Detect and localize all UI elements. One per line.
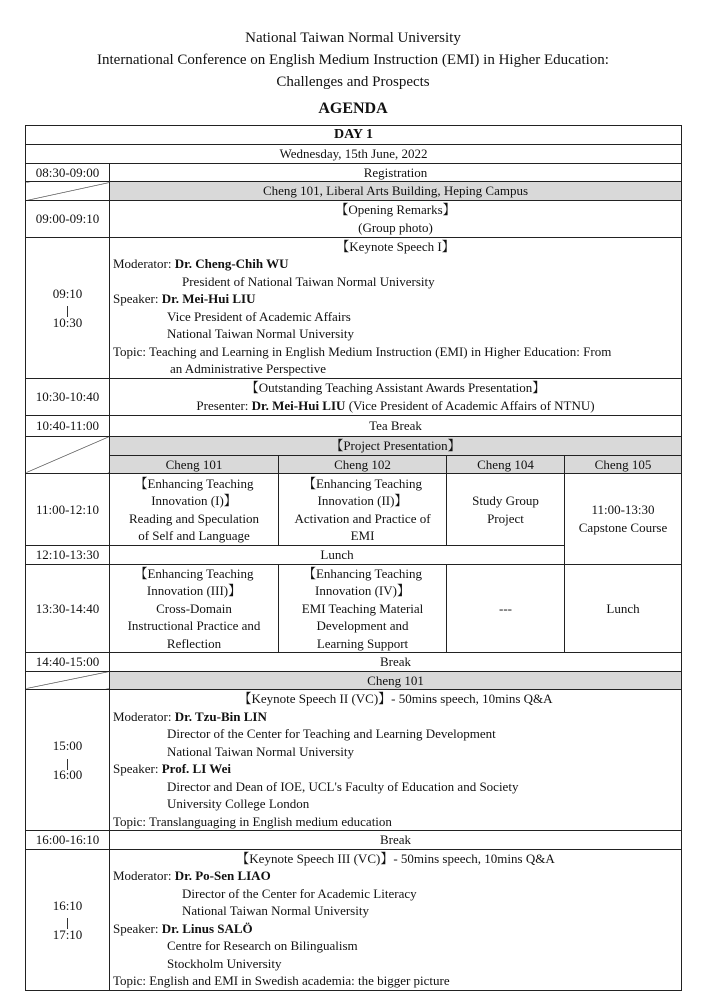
- session1-time: 11:00-12:10: [26, 474, 110, 546]
- speaker-role: Vice President of Academic Affairs: [167, 308, 351, 324]
- presenter-name: Dr. Mei-Hui LIU: [251, 397, 346, 413]
- awards-presenter: Presenter: Dr. Mei-Hui LIU (Vice President of Academic Affairs of NTNU): [196, 397, 595, 413]
- keynote3-details: 【Keynote Speech III (VC)】- 50mins speech, 10mins Q&A Moderator: Dr. Po-Sen LIAO Director of the Center for Academic Literacy National Taiwan Normal University Speaker: Dr. Linus SALÖ Centre for Research on Bilingualism Stockholm University Topic: English and EMI in Swedish academia: the bigger picture: [110, 849, 682, 990]
- time-separator: [29, 754, 106, 766]
- session2-cheng104: ---: [447, 564, 565, 653]
- room-cheng-101: Cheng 101: [110, 455, 279, 474]
- project-title: 【Project Presentation】: [110, 436, 682, 455]
- university-name: National Taiwan Normal University: [245, 30, 461, 46]
- tea-break-time: 10:40-11:00: [26, 415, 110, 436]
- awards-title: 【Outstanding Teaching Assistant Awards Presentation】: [245, 380, 546, 395]
- room-cheng-102: Cheng 102: [279, 455, 447, 474]
- break2-label: Break: [110, 831, 682, 850]
- keynote3-time: 16:10 17:10: [26, 849, 110, 990]
- time-separator: [29, 914, 106, 926]
- time-end: 10:30: [52, 314, 83, 330]
- project-title-row: [26, 436, 682, 455]
- room-cheng-104: Cheng 104: [447, 455, 565, 474]
- opening-note: (Group photo): [358, 219, 433, 235]
- tea-break-label: Tea Break: [110, 415, 682, 436]
- session2-time: 13:30-14:40: [26, 564, 110, 653]
- date-row: [26, 145, 682, 164]
- agenda-table: [25, 125, 682, 991]
- awards-cell: [110, 378, 682, 415]
- moderator-role: President of National Taiwan Normal University: [182, 273, 435, 289]
- time-separator: [29, 302, 106, 314]
- rooms-row: [26, 455, 682, 474]
- break1-time: 14:40-15:00: [26, 653, 110, 672]
- moderator-name: Dr. Po-Sen LIAO: [174, 868, 271, 883]
- break2-row: [26, 831, 682, 850]
- conference-title-line1: International Conference on English Medium Instruction (EMI) in Higher Education:: [97, 52, 609, 68]
- conference-title-line2: Challenges and Prospects: [276, 74, 430, 90]
- keynote3-title: 【Keynote Speech III (VC)】- 50mins speech, 10mins Q&A: [236, 850, 555, 866]
- keynote2-row: [26, 690, 682, 831]
- opening-time: 09:00-09:10: [26, 200, 110, 237]
- opening-title: 【Opening Remarks】: [335, 202, 456, 217]
- moderator-name: Dr. Cheng-Chih WU: [174, 256, 289, 271]
- venue-row-1: [26, 182, 682, 201]
- speaker-name: Dr. Linus SALÖ: [161, 920, 253, 936]
- session2-cheng105: Lunch: [565, 564, 682, 653]
- moderator-name: Dr. Tzu-Bin LIN: [174, 708, 267, 724]
- day-title-row: [26, 126, 682, 145]
- keynote1-details: [110, 237, 682, 378]
- capstone-course-cell: 11:00-13:30 Capstone Course: [565, 474, 682, 565]
- keynote2-title: 【Keynote Speech II (VC)】- 50mins speech, 10mins Q&A: [238, 691, 553, 706]
- diagonal-cell: [26, 671, 110, 690]
- break1-row: [26, 653, 682, 672]
- speaker-name: Prof. LI Wei: [161, 761, 231, 776]
- day-title: DAY 1: [26, 126, 682, 145]
- venue-label: Cheng 101, Liberal Arts Building, Heping Campus: [110, 182, 682, 201]
- topic-line-cont: an Administrative Perspective: [170, 361, 326, 376]
- venue-row-2: [26, 671, 682, 690]
- registration-time: 08:30-09:00: [26, 163, 110, 182]
- time-start: 09:10: [52, 285, 83, 301]
- keynote2-details: 【Keynote Speech II (VC)】- 50mins speech, 10mins Q&A Moderator: Dr. Tzu-Bin LIN Director of the Center for Teaching and Learning Development National Taiwan Normal University Speaker: Prof. LI Wei Director and Dean of IOE, UCL's Faculty of Education and Society University College London Topic: Translanguaging in English medium education: [110, 690, 682, 831]
- diagonal-cell: [26, 436, 110, 474]
- break2-time: 16:00-16:10: [26, 831, 110, 850]
- session2-cheng101: 【Enhancing Teaching Innovation (III)】 Cross-Domain Instructional Practice and Reflection: [110, 564, 279, 653]
- date: Wednesday, 15th June, 2022: [26, 145, 682, 164]
- session1-cheng101: 【Enhancing Teaching Innovation (I)】 Reading and Speculation of Self and Language: [110, 474, 279, 546]
- topic-line: Topic: English and EMI in Swedish academia: the bigger picture: [113, 973, 450, 988]
- lunch-time: 12:10-13:30: [26, 546, 110, 565]
- session1-cheng102: 【Enhancing Teaching Innovation (II)】 Activation and Practice of EMI: [279, 474, 447, 546]
- session2-row: [26, 564, 682, 653]
- topic-line: Topic: Teaching and Learning in English Medium Instruction (EMI) in Higher Education: From: [113, 343, 612, 359]
- session2-cheng102: 【Enhancing Teaching Innovation (IV)】 EMI Teaching Material Development and Learning Support: [279, 564, 447, 653]
- speaker-name: Dr. Mei-Hui LIU: [161, 291, 256, 306]
- registration-row: [26, 163, 682, 182]
- awards-row: [26, 378, 682, 415]
- moderator-line: Moderator: Dr. Cheng-Chih WU: [113, 256, 289, 271]
- keynote2-time: 15:00 16:00: [26, 690, 110, 831]
- registration-label: Registration: [110, 163, 682, 182]
- keynote1-time: [26, 237, 110, 378]
- speaker-line: Speaker: Dr. Mei-Hui LIU: [113, 291, 256, 306]
- session1-row: [26, 474, 682, 546]
- speaker-affiliation: National Taiwan Normal University: [167, 326, 354, 341]
- diagonal-cell: [26, 182, 110, 201]
- topic-line: Topic: Translanguaging in English medium education: [113, 813, 392, 829]
- keynote3-row: [26, 849, 682, 990]
- venue2-label: Cheng 101: [110, 671, 682, 690]
- session1-cheng104: Study Group Project: [447, 474, 565, 546]
- break1-label: Break: [110, 653, 682, 672]
- room-cheng-105: Cheng 105: [565, 455, 682, 474]
- opening-cell: [110, 200, 682, 237]
- agenda-heading: AGENDA: [318, 100, 388, 117]
- opening-row: [26, 200, 682, 237]
- lunch-label: Lunch: [110, 546, 565, 565]
- keynote1-row: [26, 237, 682, 378]
- tea-break-row: [26, 415, 682, 436]
- keynote1-title: 【Keynote Speech I】: [336, 238, 455, 254]
- awards-time: 10:30-10:40: [26, 378, 110, 415]
